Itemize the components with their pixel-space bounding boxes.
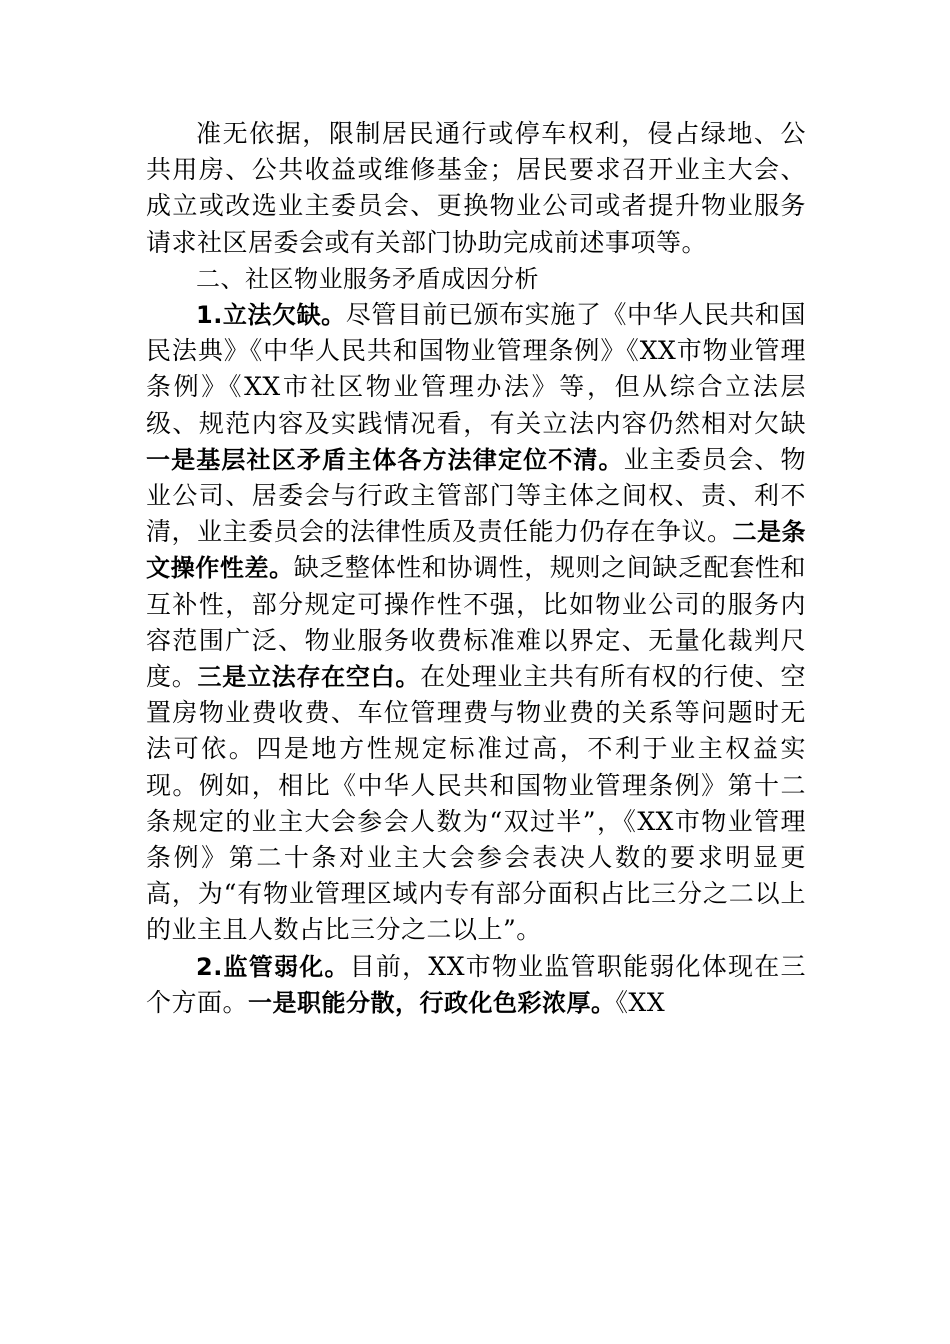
paragraph-text: 目前，XX市物业监管职能弱化体现在三个方面。 [146,951,806,1017]
document-body [146,116,806,1021]
point-title-2: 二是条文操作性差。 [146,518,807,583]
paragraph-text: 《XX [615,987,666,1017]
point-title-supervision-1: 一是职能分散，行政化色彩浓厚。 [248,988,616,1017]
paragraph-text: 业主委员会、物业公司、居委会与行政主管部门等主体之间权、责、利不清，业主委员会的法律性质及责任能力仍存在争议。 [146,444,806,547]
subsection-title-legislation: 1.立法欠缺。 [196,301,346,330]
paragraph-continuation [146,116,806,261]
paragraph-legislation [146,297,806,949]
paragraph-text: 尽管目前已颁布实施了《中华人民共和国民法典》《中华人民共和国物业管理条例》《XX市物业管理条例》《XX市社区物业管理办法》等，但从综合立法层级、规范内容及实践情况看，有关立法内容仍然相对欠缺 [146,300,806,438]
paragraph-text: 在处理业主共有所有权的行使、空置房物业费收费、车位管理费与物业费的关系等问题时无法可依。四是地方性规定标准过高，不利于业主权益实现。例如，相比《中华人民共和国物业管理条例》第十二条规定的业主大会参会人数为“双过半”，《XX市物业管理条例》第二十条对业主大会参会表决人数的要求明显更高，为“有物业管理区域内专有部分面积占比三分之二以上的业主且人数占比三分之二以上”。 [146,662,806,945]
section-heading-text: 二、社区物业服务矛盾成因分析 [196,264,539,293]
subsection-title-supervision: 2.监管弱化。 [196,952,350,981]
point-title-1: 一是基层社区矛盾主体各方法律定位不清。 [146,445,624,474]
paragraph-text: 准无依据，限制居民通行或停车权利，侵占绿地、公共用房、公共收益或维修基金；居民要求召开业主大会、成立或改选业主委员会、更换物业公司或者提升物业服务请求社区居委会或有关部门协助完成前述事项等。 [146,119,806,257]
point-title-3: 三是立法存在空白。 [197,663,421,692]
paragraph-text: 缺乏整体性和协调性，规则之间缺乏配套性和互补性，部分规定可操作性不强，比如物业公司的服务内容范围广泛、物业服务收费标准难以界定、无量化裁判尺度。 [146,553,806,692]
section-heading [146,261,806,297]
paragraph-supervision [146,949,806,1021]
